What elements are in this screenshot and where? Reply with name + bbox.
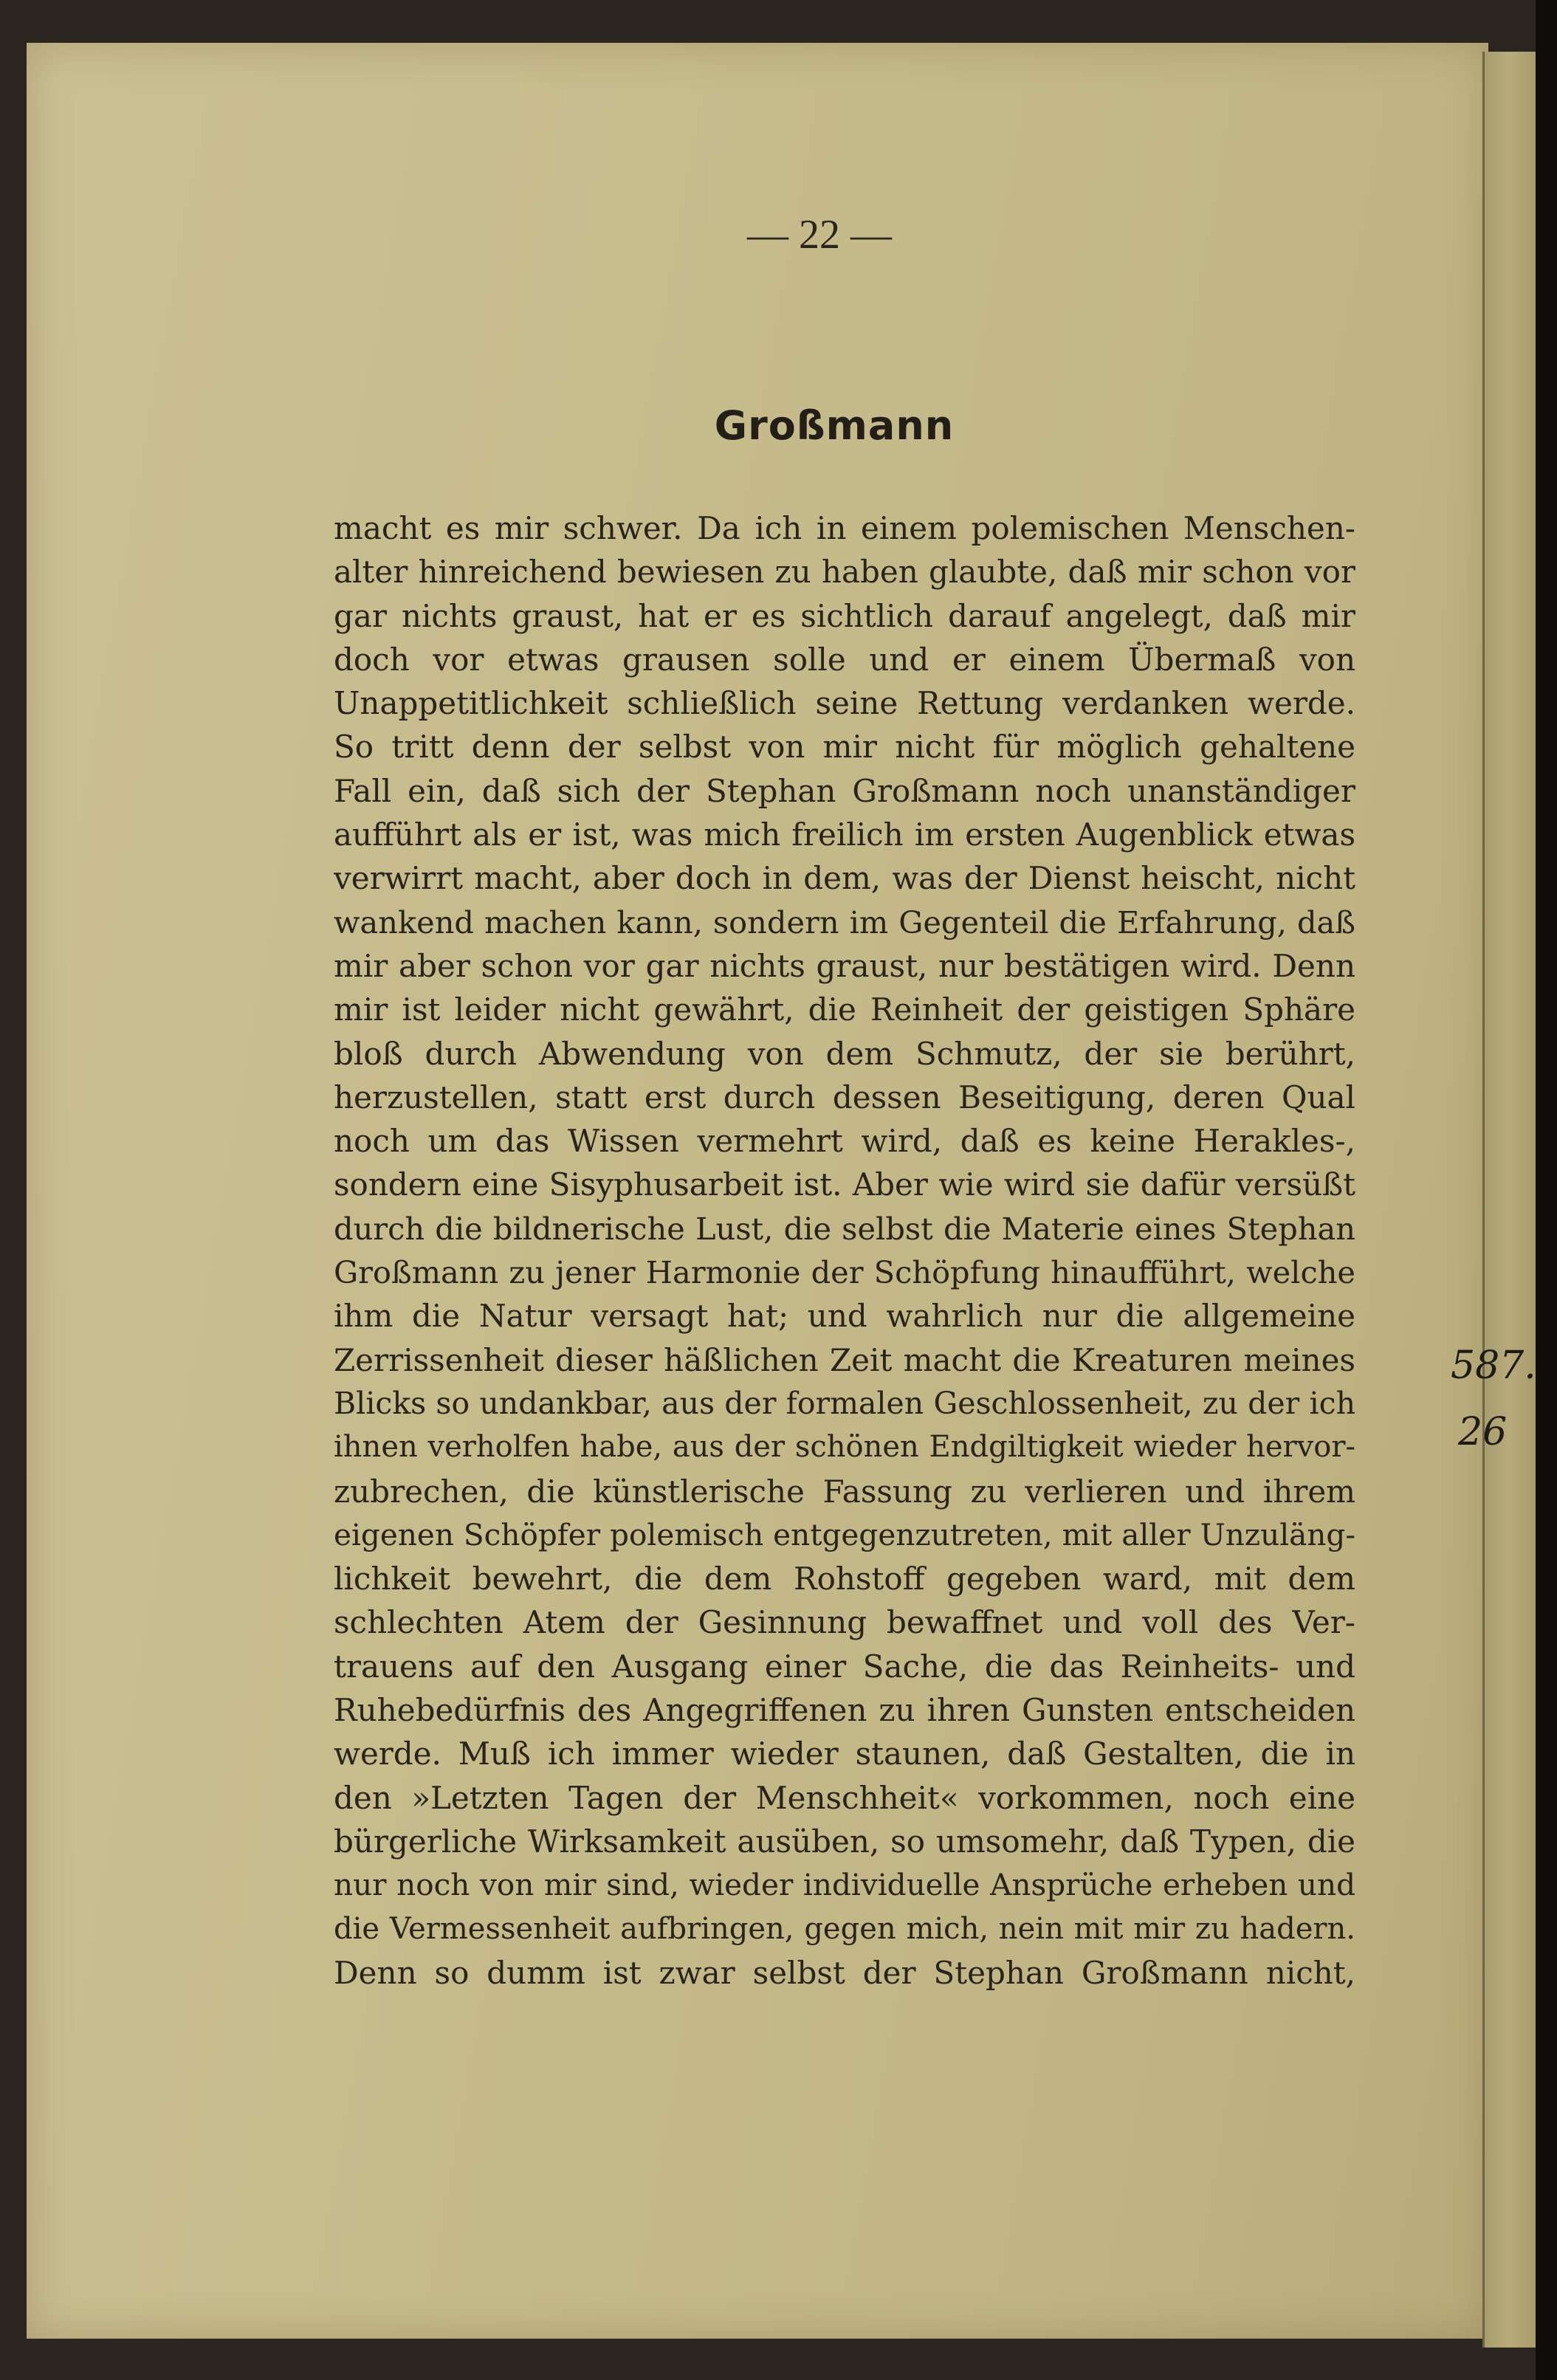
text-line: ihm die Natur versagt hat; und wahrlich nur die allgemeine [334,1298,1355,1335]
text-line: gar nichts graust, hat er es sichtlich darauf angelegt, daß mir [334,597,1355,634]
text-line: noch um das Wissen vermehrt wird, daß es keine Herakles-, [334,1123,1355,1160]
text-line: lichkeit bewehrt, die dem Rohstoff gegeben ward, mit dem [334,1561,1355,1597]
text-line: ihnen verholfen habe, aus der schönen Endgiltigkeit wieder hervor- [334,1430,1355,1465]
margin-annotation: 587. [1451,1344,1536,1388]
text-line: durch die bildnerische Lust, die selbst die Materie eines Stephan [334,1210,1355,1247]
scan-dark-edge [1536,0,1557,2380]
text-line: Fall ein, daß sich der Stephan Großmann noch unanständiger [334,772,1355,809]
text-line: Unappetitlichkeit schließlich seine Rettung verdanken werde. [334,685,1355,722]
margin-annotations [1443,1344,1539,1506]
text-line: den »Letzten Tagen der Menschheit« vorkommen, noch eine [334,1779,1355,1816]
text-line: verwirrt macht, aber doch in dem, was der Dienst heischt, nicht [334,860,1355,897]
margin-annotation: 26 [1458,1410,1508,1454]
text-line: sondern eine Sisyphusarbeit ist. Aber wie wird sie dafür versüßt [334,1166,1355,1203]
next-page-edge [1482,52,1544,2348]
body-text [334,506,1355,1995]
text-line: Blicks so undankbar, aus der formalen Geschlossenheit, zu der ich [334,1385,1355,1421]
text-line: eigenen Schöpfer polemisch entgegenzutreten, mit aller Unzuläng- [334,1516,1355,1552]
text-line: wankend machen kann, sondern im Gegenteil die Erfahrung, daß [334,904,1355,940]
text-line: herzustellen, statt erst durch dessen Beseitigung, deren Qual [334,1079,1355,1115]
text-line: alter hinreichend bewiesen zu haben glaubte, daß mir schon vor [334,554,1355,591]
text-line: Großmann zu jener Harmonie der Schöpfung hinaufführt, welche [334,1254,1355,1291]
text-line: zubrechen, die künstlerische Fassung zu verlieren und ihrem [334,1473,1355,1510]
text-line: bürgerliche Wirksamkeit ausüben, so umsomehr, daß Typen, die [334,1823,1355,1860]
page-title: Großmann [714,402,955,449]
text-line: Ruhebedürfnis des Angegriffenen zu ihren Gunsten entscheiden [334,1692,1355,1729]
text-line: aufführt als er ist, was mich freilich im ersten Augenblick etwas [334,816,1355,853]
text-line: die Vermessenheit aufbringen, gegen mich, nein mit mir zu hadern. [334,1911,1355,1946]
text-line: schlechten Atem der Gesinnung bewaffnet und voll des Ver- [334,1604,1355,1641]
text-line: doch vor etwas grausen solle und er einem Übermaß von [334,641,1355,678]
text-line: mir aber schon vor gar nichts graust, nur bestätigen wird. Denn [334,947,1355,984]
text-line: Zerrissenheit dieser häßlichen Zeit macht die Kreaturen meines [334,1341,1355,1378]
text-line: trauens auf den Ausgang einer Sache, die das Reinheits- und [334,1648,1355,1685]
text-line: bloß durch Abwendung von dem Schmutz, der sie berührt, [334,1035,1355,1072]
text-line: Denn so dumm ist zwar selbst der Stephan Großmann nicht, [334,1954,1355,1991]
page-number: — 22 — [747,212,892,258]
text-line: So tritt denn der selbst von mir nicht für möglich gehaltene [334,729,1355,766]
text-line: nur noch von mir sind, wieder individuelle Ansprüche erheben und [334,1867,1355,1903]
text-line: mir ist leider nicht gewährt, die Reinheit der geistigen Sphäre [334,991,1355,1028]
text-line: werde. Muß ich immer wieder staunen, daß Gestalten, die in [334,1736,1355,1772]
text-line: macht es mir schwer. Da ich in einem polemischen Menschen- [334,510,1355,546]
